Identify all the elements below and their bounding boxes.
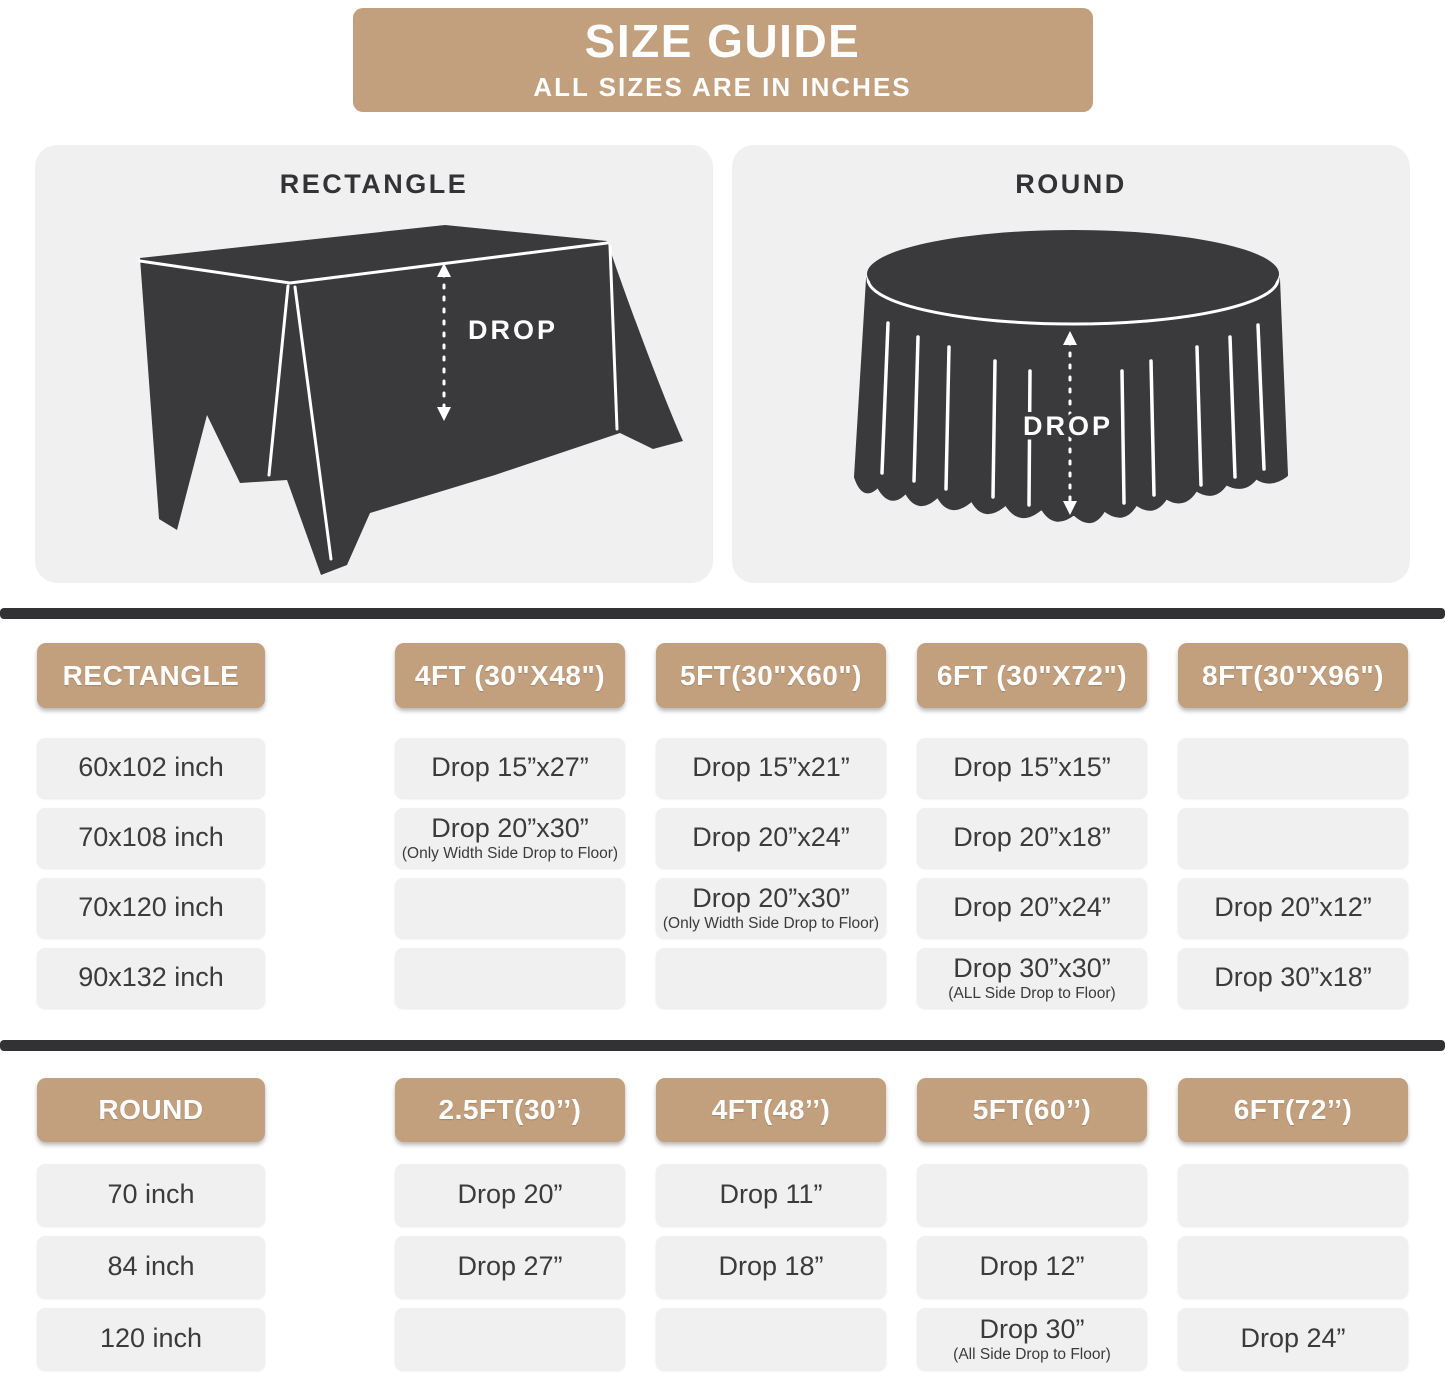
drop-value-cell: [395, 1308, 625, 1370]
page-subtitle: ALL SIZES ARE IN INCHES: [533, 71, 912, 102]
drop-value: Drop 27”: [457, 1250, 563, 1281]
drop-value-cell: [395, 948, 625, 1008]
section-divider: [0, 608, 1445, 619]
spacer: [296, 808, 364, 868]
size-label: 70 inch: [107, 1179, 195, 1210]
column-header-2-5ft: 2.5FT(30’’): [395, 1078, 625, 1142]
drop-value: Drop 20”x18”: [953, 821, 1111, 852]
drop-value-cell: [917, 808, 1147, 868]
drop-value: Drop 20”x12”: [1214, 891, 1372, 922]
size-label: 84 inch: [107, 1251, 195, 1282]
rectangle-row-header: RECTANGLE: [37, 643, 265, 708]
drop-value-cell: [656, 738, 886, 798]
drop-value-cell: [1178, 738, 1408, 798]
drop-value-cell: [395, 1236, 625, 1298]
drop-value: Drop 20”x24”: [692, 821, 850, 852]
rectangle-illustration-panel: [35, 145, 713, 583]
drop-value-cell: [395, 738, 625, 798]
drop-value-cell: [1178, 948, 1408, 1008]
drop-value-cell: [656, 948, 886, 1008]
column-header-6ft: 6FT (30"X72"): [917, 643, 1147, 708]
size-guide-banner: [353, 8, 1093, 112]
drop-value: Drop 20”x30”: [431, 813, 589, 844]
round-table-header: [0, 1078, 1445, 1142]
spacer: [296, 1078, 364, 1142]
drop-value-cell: [917, 1164, 1147, 1226]
spacer: [296, 1308, 364, 1370]
column-header-5ft: 5FT(60’’): [917, 1078, 1147, 1142]
drop-value: Drop 15”x21”: [692, 751, 850, 782]
drop-value-cell: [1178, 1164, 1408, 1226]
drop-value: Drop 15”x15”: [953, 751, 1111, 782]
drop-value: Drop 20”x30”: [692, 883, 850, 914]
drop-value-cell: [395, 878, 625, 938]
rectangle-tablecloth-graphic: [35, 145, 713, 583]
drop-value-cell: [656, 1308, 886, 1370]
drop-value-cell: [917, 878, 1147, 938]
illustration-panels: [0, 145, 1445, 583]
column-header-6ft: 6FT(72’’): [1178, 1078, 1408, 1142]
size-guide-infographic: [0, 8, 1445, 1379]
size-label-cell: [37, 948, 265, 1008]
drop-value: Drop 18”: [718, 1250, 824, 1281]
drop-value: Drop 15”x27”: [431, 751, 589, 782]
drop-note: (ALL Side Drop to Floor): [948, 984, 1116, 1002]
section-divider: [0, 1040, 1445, 1051]
drop-label: DROP: [468, 315, 559, 345]
drop-value: Drop 20”: [457, 1178, 563, 1209]
spacer: [296, 1164, 364, 1226]
size-label-cell: [37, 738, 265, 798]
round-panel-title: ROUND: [1015, 169, 1127, 199]
column-header-4ft: 4FT (30"X48"): [395, 643, 625, 708]
rectangle-cloth-silhouette: [140, 225, 683, 575]
size-label: 60x102 inch: [78, 752, 224, 783]
size-label: 70x108 inch: [78, 822, 224, 853]
drop-value-cell: [1178, 1236, 1408, 1298]
drop-value-cell: [1178, 1308, 1408, 1370]
size-label-cell: [37, 808, 265, 868]
rectangle-panel-title: RECTANGLE: [279, 169, 469, 199]
drop-value: Drop 11”: [719, 1178, 823, 1209]
size-label-cell: [37, 1236, 265, 1298]
drop-value-cell: [656, 808, 886, 868]
column-header-8ft: 8FT(30"X96"): [1178, 643, 1408, 708]
drop-value: Drop 30”: [979, 1314, 1085, 1345]
drop-label: DROP: [1022, 411, 1114, 441]
page-title: SIZE GUIDE: [584, 15, 861, 68]
drop-value-cell: [917, 1236, 1147, 1298]
drop-value: Drop 12”: [979, 1250, 1085, 1281]
drop-value-cell: [917, 1308, 1147, 1370]
size-label-cell: [37, 878, 265, 938]
size-label: 70x120 inch: [78, 892, 224, 923]
column-header-4ft: 4FT(48’’): [656, 1078, 886, 1142]
drop-value-cell: [656, 878, 886, 938]
rectangle-table-rows: [0, 738, 1445, 1008]
table-top: [867, 230, 1279, 318]
drop-note: (Only Width Side Drop to Floor): [401, 844, 619, 862]
drop-value: Drop 24”: [1240, 1322, 1346, 1353]
drop-note: (Only Width Side Drop to Floor): [662, 914, 880, 932]
size-label-cell: [37, 1164, 265, 1226]
drop-value-cell: [1178, 878, 1408, 938]
rectangle-table-header: [0, 643, 1445, 708]
drop-note: (All Side Drop to Floor): [953, 1345, 1111, 1363]
drop-value: Drop 30”x30”: [953, 953, 1111, 984]
drop-value-cell: [917, 948, 1147, 1008]
spacer: [296, 878, 364, 938]
spacer: [296, 643, 364, 708]
spacer: [296, 948, 364, 1008]
round-illustration-panel: [732, 145, 1410, 583]
drop-value-cell: [395, 808, 625, 868]
size-label: 90x132 inch: [78, 962, 224, 993]
round-row-header: ROUND: [37, 1078, 265, 1142]
size-label-cell: [37, 1308, 265, 1370]
drop-value: Drop 20”x24”: [953, 891, 1111, 922]
drop-value-cell: [656, 1236, 886, 1298]
round-table-rows: [0, 1164, 1445, 1370]
spacer: [296, 738, 364, 798]
drop-value-cell: [1178, 808, 1408, 868]
drop-value-cell: [917, 738, 1147, 798]
drop-value-cell: [395, 1164, 625, 1226]
size-label: 120 inch: [99, 1323, 203, 1354]
drop-value: Drop 30”x18”: [1214, 961, 1372, 992]
spacer: [296, 1236, 364, 1298]
round-tablecloth-graphic: [732, 145, 1410, 583]
column-header-5ft: 5FT(30"X60"): [656, 643, 886, 708]
drop-value-cell: [656, 1164, 886, 1226]
